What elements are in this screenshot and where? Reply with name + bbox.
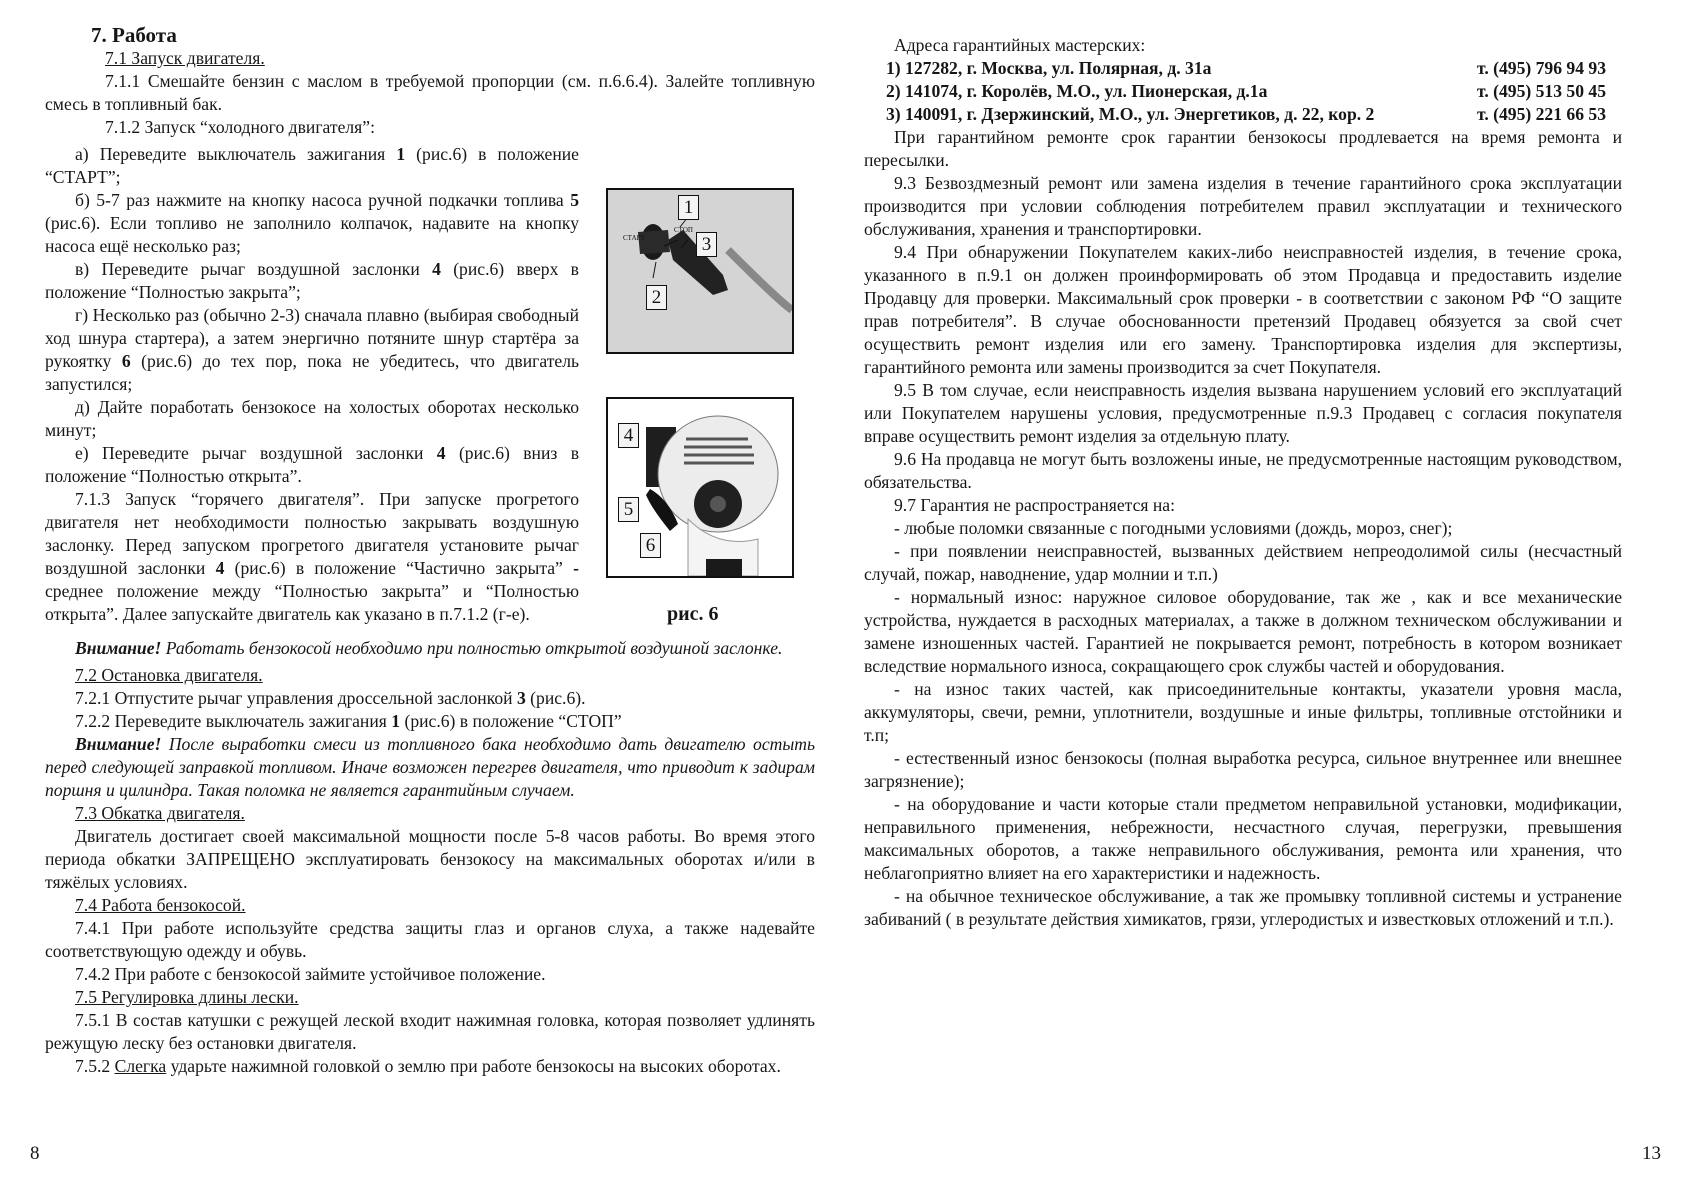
left-column-top <box>45 23 815 139</box>
exclusion-item: - при появлении неисправностей, вызванных действием непреодолимой силы (несчастный случай, пожар, наводнение, удар молнии и т.п.) <box>864 541 1622 584</box>
figure-engine-photo <box>606 397 794 578</box>
callout-3: 3 <box>696 232 717 257</box>
page-number-left: 8 <box>30 1143 40 1164</box>
exclusion-item: - нормальный износ: наружное силовое оборудование, так же , как и все механические устройства, нуждается в расходных материалах, а также в должном техническом обслуживании и замене изношенных частей. Гарантией не покрывается ремонт, потребность в котором возникает вследствие нормального износа, сокращающего срок службы частей и оборудования. <box>864 587 1622 676</box>
left-column-steps <box>45 143 579 626</box>
warning-1: Внимание! Работать бензокосой необходимо при полностью открытой воздушной заслонке. <box>75 638 783 658</box>
subsection-title-7-2: 7.2 Остановка двигателя. <box>75 665 263 685</box>
left-column-bottom <box>45 637 815 1078</box>
address-row: 1) 127282, г. Москва, ул. Полярная, д. 31а т. (495) 796 94 93 <box>886 58 1606 78</box>
subsection-title-7-5: 7.5 Регулировка длины лески. <box>75 987 299 1007</box>
callout-6: 6 <box>640 533 661 558</box>
paragraph-7-4-2: 7.4.2 При работе с бензокосой займите устойчивое положение. <box>75 964 546 984</box>
subsection-title-7-4: 7.4 Работа бензокосой. <box>75 895 246 915</box>
address-phone: т. (495) 221 66 53 <box>1477 104 1606 124</box>
paragraph-7-1-1: 7.1.1 Смешайте бензин с маслом в требуемой пропорции (см. п.6.6.4). Залейте топливную смесь в топливный бак. <box>45 71 815 114</box>
callout-4: 4 <box>618 423 639 448</box>
figure-handle-photo <box>606 188 794 354</box>
stop-label: СТОП <box>674 226 693 234</box>
paragraph-9-5: 9.5 В том случае, если неисправность изделия вызвана нарушением условий его эксплуатаций или Покупателем нарушены условия, предусмотренные п.9.3 Продавец с согласия покупателя вправе осуществить ремонт изделия за отдельную плату. <box>864 380 1622 446</box>
exclusion-item: - на оборудование и части которые стали предметом неправильной установки, модификации, неправильного применения, небрежности, несчастного случая, перегрузки, превышения максимальных оборотов, а также неправильного обслуживания, ремонта или хранения, что неблагоприятно влияет на его характеристики и надежность. <box>864 794 1622 883</box>
paragraph-7-5-2: 7.5.2 Слегка ударьте нажимной головкой о землю при работе бензокосы на высоких оборотах. <box>75 1056 781 1076</box>
step-e: д) Дайте поработать бензокосе на холостых оборотах несколько минут; <box>45 397 579 440</box>
paragraph-7-4-1: 7.4.1 При работе используйте средства защиты глаз и органов слуха, а также надевайте соответствующую одежду и обувь. <box>45 918 815 961</box>
paragraph-7-2-2: 7.2.2 Переведите выключатель зажигания 1 (рис.6) в положение “СТОП” <box>75 711 622 731</box>
address-row: 2) 141074, г. Королёв, М.О., ул. Пионерская, д.1а т. (495) 513 50 45 <box>886 81 1606 101</box>
paragraph-warranty-extension: При гарантийном ремонте срок гарантии бензокосы продлевается на время ремонта и пересылки. <box>864 127 1622 170</box>
exclusion-item: - естественный износ бензокосы (полная выработка ресурса, сильное внутреннее или внешнее загрязнение); <box>864 748 1622 791</box>
address-row: 3) 140091, г. Дзержинский, М.О., ул. Энергетиков, д. 22, кор. 2 т. (495) 221 66 53 <box>886 104 1606 124</box>
paragraph-7-1-3: 7.1.3 Запуск “горячего двигателя”. При запуске прогретого двигателя нет необходимости полностью закрывать воздушную заслонку. Перед запуском прогретого двигателя установите рычаг воздушной заслонки 4 (рис.6) в положение “Частично закрыта” - среднее положение между “Полностью закрыта” и “Полностью открыта”. Далее запускайте двигатель как указано в п.7.1.2 (г-е). <box>45 489 579 624</box>
callout-1: 1 <box>678 195 699 220</box>
paragraph-7-3: Двигатель достигает своей максимальной мощности после 5-8 часов работы. Во время этого периода обкатки ЗАПРЕЩЕНО эксплуатировать бензокосу на максимальных оборотах и/или в тяжёлых условиях. <box>45 826 815 892</box>
paragraph-9-3: 9.3 Безвоздмезный ремонт или замена изделия в течение гарантийного срока эксплуатации производится при условии соблюдения потребителем правил эксплуатации и технического обслуживания, хранения и транспортировки. <box>864 173 1622 239</box>
paragraph-9-6: 9.6 На продавца не могут быть возложены иные, не предусмотренные настоящим руководством, обязательства. <box>864 449 1622 492</box>
subsection-title-7-3: 7.3 Обкатка двигателя. <box>75 803 245 823</box>
right-page <box>842 0 1684 1191</box>
callout-5: 5 <box>618 497 639 522</box>
page-number-right: 13 <box>1642 1143 1661 1164</box>
addresses-title: Адреса гарантийных мастерских: <box>894 35 1146 55</box>
right-column <box>864 34 1622 931</box>
paragraph-9-4: 9.4 При обнаружении Покупателем каких-либо неисправностей изделия, в течение срока, указанного в п.9.1 он должен проинформировать об этом Продавца и предоставить изделие Продавцу для проверки. Максимальный срок проверки - в соответствии с законом РФ “О защите прав потребителя”. В случае обоснованности претензий Продавец обязуется за свой счет осуществить ремонт изделия или его замену. Транспортировка изделия для экспертизы, гарантийного ремонта или замены производится за счет Покупателя. <box>864 242 1622 377</box>
subsection-title-7-1: 7.1 Запуск двигателя. <box>105 48 265 68</box>
exclusion-item: - любые поломки связанные с погодными условиями (дождь, мороз, снег); <box>894 518 1453 538</box>
exclusion-item: - на износ таких частей, как присоединительные контакты, указатели уровня масла, аккумуляторы, свечи, ремни, уплотнители, воздушные и иные фильтры, топливные отстойники и т.п; <box>864 679 1622 745</box>
paragraph-7-2-1: 7.2.1 Отпустите рычаг управления дроссельной заслонкой 3 (рис.6). <box>75 688 586 708</box>
step-b: б) 5-7 раз нажмите на кнопку насоса ручной подкачки топлива 5 (рис.6). Если топливо не заполнило колпачок, надавите на кнопку насоса ещё несколько раз; <box>45 190 579 256</box>
figure-caption: рис. 6 <box>667 603 719 625</box>
paragraph-7-5-1: 7.5.1 В состав катушки с режущей леской входит нажимная головка, которая позволяет удлинять режущую леску без остановки двигателя. <box>45 1010 815 1053</box>
warning-2: Внимание! После выработки смеси из топливного бака необходимо дать двигателю остыть перед следующей заправкой топливом. Иначе возможен перегрев двигателя, что приводит к задирам поршня и цилиндра. Такая поломка не является гарантийным случаем. <box>45 734 815 800</box>
step-d: г) Несколько раз (обычно 2-3) сначала плавно (выбирая свободный ход шнура стартера), а затем энергично потяните шнур стартёра за рукоятку 6 (рис.6) до тех пор, пока не убедитесь, что двигатель запустился; <box>45 305 579 394</box>
paragraph-9-7: 9.7 Гарантия не распространяется на: <box>894 495 1175 515</box>
handle-illustration <box>608 190 792 352</box>
step-a: а) Переведите выключатель зажигания 1 (рис.6) в положение “СТАРТ”; <box>45 144 579 187</box>
step-f: е) Переведите рычаг воздушной заслонки 4 (рис.6) вниз в положение “Полностью открыта”. <box>45 443 580 486</box>
exclusion-item: - на обычное техническое обслуживание, а так же промывку топливной системы и устранение забиваний ( в результате действия химикатов, грязи, углеродистых и известковых отложений и т.п.). <box>864 886 1622 929</box>
address-list <box>864 57 1622 126</box>
callout-2: 2 <box>646 285 667 310</box>
address-phone: т. (495) 796 94 93 <box>1477 58 1606 78</box>
step-c: в) Переведите рычаг воздушной заслонки 4 (рис.6) вверх в положение “Полностью закрыта”; <box>45 259 579 302</box>
section-heading: 7. Работа <box>91 23 177 47</box>
start-label: СТАРТ <box>623 234 645 242</box>
address-phone: т. (495) 513 50 45 <box>1477 81 1606 101</box>
paragraph-7-1-2: 7.1.2 Запуск “холодного двигателя”: <box>105 117 375 137</box>
